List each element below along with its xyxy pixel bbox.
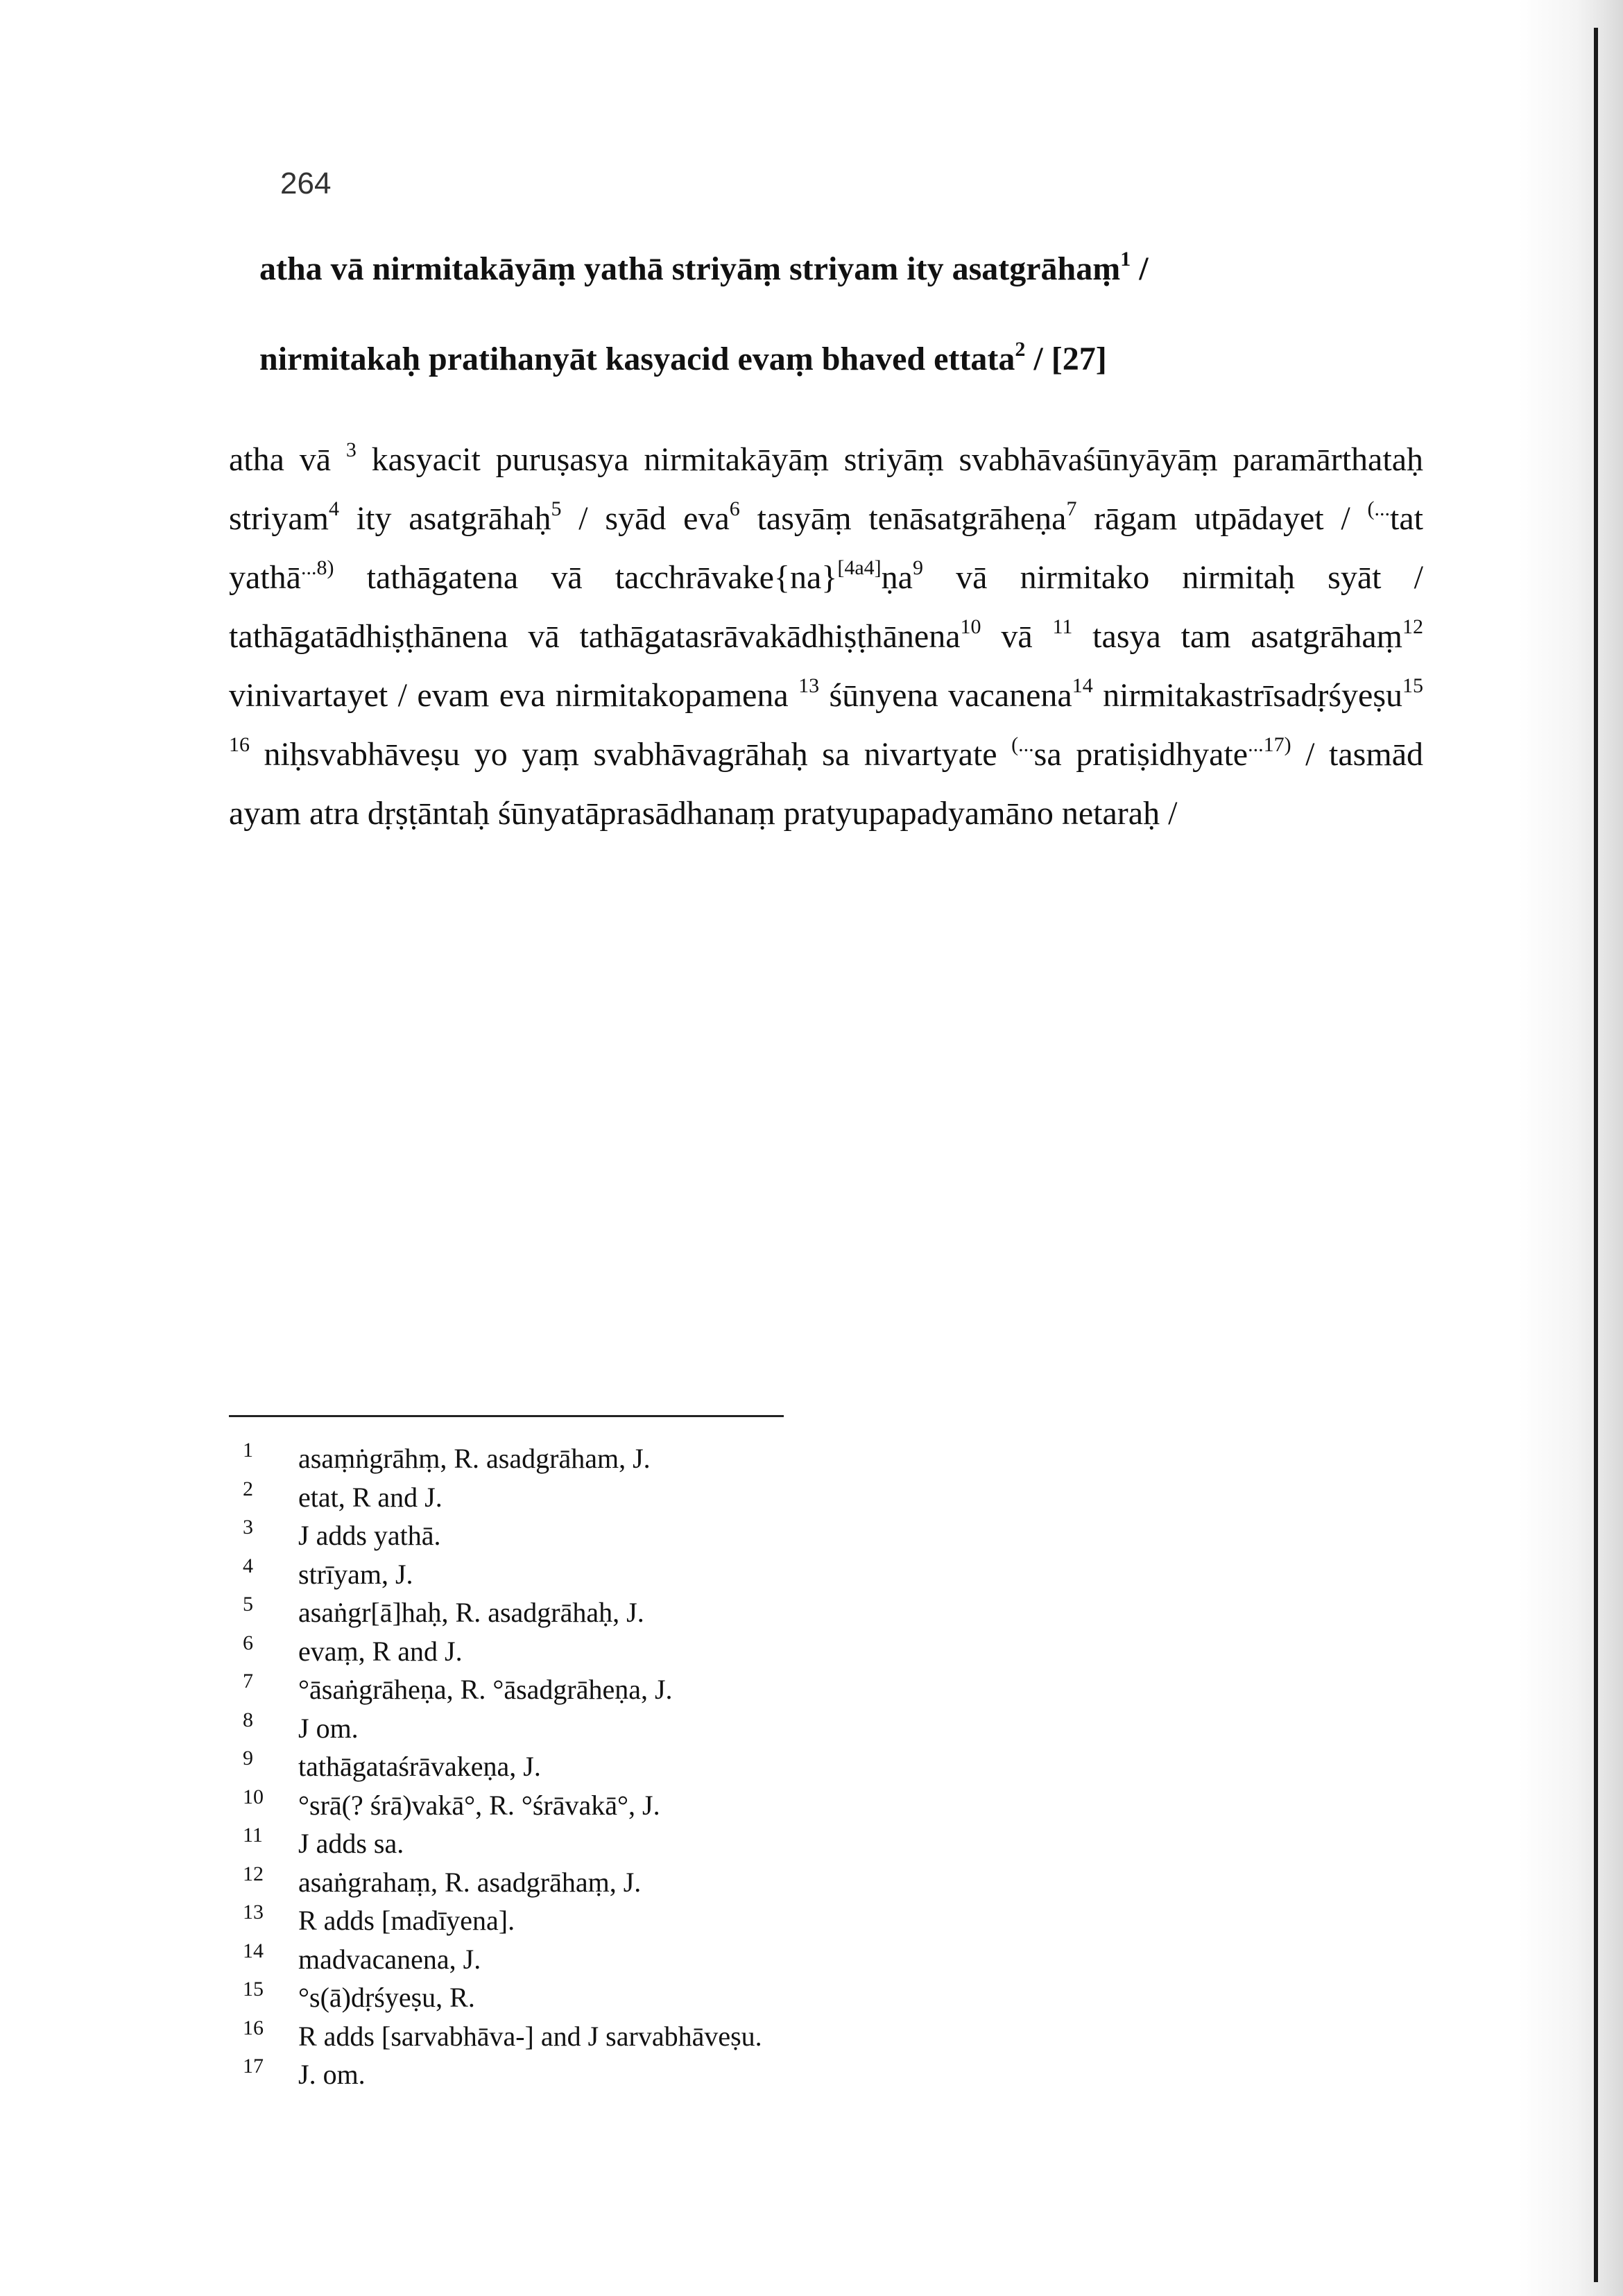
- footnote-text: °srā(? śrā)vakā°, R. °śrāvakā°, J.: [298, 1789, 660, 1821]
- footnote-number: 6: [243, 1631, 253, 1654]
- commentary-text: nirmitakastrīsadṛśyeṣu: [1092, 677, 1403, 714]
- footnote-number: 2: [243, 1477, 253, 1500]
- commentary-text: vā: [981, 618, 1053, 655]
- commentary-text: vinivartayet / evam eva nirmitakopamena: [229, 677, 799, 714]
- commentary-text: kasyacit puruṣasya nirmitakāyāṃ striyāṃ svabhāvaśūnyāyāṃ paramārthataḥ striyam: [229, 441, 1423, 537]
- footnote: [243, 1632, 1283, 1671]
- footnote-number: 14: [243, 1939, 264, 1962]
- footnote-ref: 3: [345, 438, 357, 461]
- footnote-number: 4: [243, 1554, 253, 1577]
- footnote: [243, 1555, 1283, 1594]
- commentary-paragraph: [229, 430, 1423, 843]
- footnote-text: J om.: [298, 1712, 359, 1744]
- footnote-ref: 11: [1052, 615, 1073, 638]
- commentary-text: atha vā: [229, 441, 346, 478]
- commentary-text: tathāgatena vā tacchrāvake{na}: [334, 559, 838, 596]
- footnote-text: J adds sa.: [298, 1828, 404, 1859]
- commentary-text: sa pratiṣidhyate: [1033, 736, 1248, 773]
- footnote-ref-open: (...: [1011, 733, 1034, 756]
- footnote-text: °s(ā)dṛśyeṣu, R.: [298, 1982, 475, 2013]
- footnote-number: 3: [243, 1516, 253, 1539]
- footnote-list: [243, 1439, 1283, 2094]
- commentary-text: rāgam utpādayet /: [1076, 500, 1368, 537]
- footnote-number: 8: [243, 1708, 253, 1731]
- footnote-ref-open: (...: [1367, 497, 1391, 520]
- verse-line-1-end: /: [1131, 250, 1149, 287]
- commentary-text: tasyāṃ tenāsatgrāheṇa: [739, 500, 1067, 537]
- footnote: [243, 1670, 1283, 1709]
- footnote-ref: 1: [1120, 248, 1131, 271]
- footnote-ref: 14: [1072, 674, 1093, 697]
- footnote-number: 5: [243, 1593, 253, 1616]
- footnote-text: R adds [madīyena].: [298, 1905, 515, 1936]
- commentary-text: vā nirmitako nirmitaḥ syāt / tathāgatādhiṣṭhānena vā tathāgatasrāvakādhiṣṭhānena: [229, 559, 1423, 655]
- footnote: [243, 1747, 1283, 1786]
- verse-line-2-end: / [27]: [1025, 341, 1107, 377]
- footnote-ref: 10: [960, 615, 981, 638]
- page-edge-line: [1594, 28, 1598, 2282]
- footnote-ref-close: ...17): [1248, 733, 1291, 756]
- footnote-ref: 2: [1015, 338, 1026, 361]
- footnote-number: 10: [243, 1785, 264, 1808]
- verse-line-2: [259, 340, 1452, 378]
- footnote: [243, 1478, 1283, 1517]
- footnote: [243, 1940, 1283, 1979]
- footnote-ref: 13: [798, 674, 820, 697]
- verse-line-1: [259, 250, 1452, 288]
- footnote-number: 13: [243, 1901, 264, 1924]
- footnote-ref-close: ...8): [300, 556, 334, 579]
- footnote-ref: 9: [912, 556, 923, 579]
- footnote-number: 17: [243, 2055, 264, 2077]
- footnote-text: °āsaṅgrāheṇa, R. °āsadgrāheṇa, J.: [298, 1674, 673, 1705]
- footnote-divider: [229, 1415, 784, 1417]
- footnote-ref: 4: [328, 497, 339, 520]
- commentary-text: tat yathā: [229, 500, 1424, 596]
- footnote-text: asaṅgrahaṃ, R. asadgrāhaṃ, J.: [298, 1866, 642, 1898]
- footnote-text: madvacanena, J.: [298, 1943, 481, 1975]
- footnote-text: R adds [sarvabhāva-] and J sarvabhāveṣu.: [298, 2020, 762, 2052]
- footnote-text: asaṃṅgrāhṃ, R. asadgrāham, J.: [298, 1443, 651, 1474]
- footnote-number: 12: [243, 1862, 264, 1885]
- footnote-text: etat, R and J.: [298, 1481, 443, 1513]
- footnote-text: strīyam, J.: [298, 1558, 413, 1590]
- folio-marker: [4a4]: [837, 556, 882, 579]
- footnote: [243, 1439, 1283, 1478]
- page-edge-shadow: [1519, 0, 1623, 2296]
- footnote: [243, 1593, 1283, 1632]
- commentary-text: śūnyena vacanena: [819, 677, 1072, 714]
- footnote-number: 15: [243, 1978, 264, 2001]
- footnote: [243, 1824, 1283, 1863]
- verse-line-1-text: atha vā nirmitakāyāṃ yathā striyāṃ striyam ity asatgrāhaṃ: [259, 250, 1121, 287]
- footnote-text: J. om.: [298, 2059, 366, 2090]
- footnote-number: 1: [243, 1439, 253, 1462]
- footnote: [243, 1901, 1283, 1940]
- footnote-ref: 5: [551, 497, 562, 520]
- footnote-ref: 12: [1402, 615, 1423, 638]
- footnote: [243, 1516, 1283, 1555]
- commentary-text: / syād eva: [561, 500, 730, 537]
- footnote-text: J adds yathā.: [298, 1520, 441, 1551]
- commentary-text: tasya tam asatgrāhaṃ: [1072, 618, 1402, 655]
- footnote-ref: 6: [729, 497, 740, 520]
- page-number: 264: [280, 166, 332, 200]
- footnote: [243, 1978, 1283, 2017]
- footnote: [243, 1709, 1283, 1748]
- commentary-text: ity asatgrāhaḥ: [338, 500, 551, 537]
- footnote: [243, 2017, 1283, 2056]
- commentary-text: / tasmād ayam atra dṛṣṭāntaḥ śūnyatāprasādhanaṃ pratyupapadyamāno netaraḥ /: [229, 736, 1423, 832]
- footnote-text: asaṅgr[ā]haḥ, R. asadgrāhaḥ, J.: [298, 1597, 644, 1628]
- commentary-text: niḥsvabhāveṣu yo yaṃ svabhāvagrāhaḥ sa nivartyate: [250, 736, 1012, 773]
- footnote-ref: 7: [1066, 497, 1077, 520]
- footnote: [243, 1863, 1283, 1902]
- verse-line-2-text: nirmitakaḥ pratihanyāt kasyacid evaṃ bhaved ettata: [259, 341, 1015, 377]
- footnote-number: 9: [243, 1747, 253, 1770]
- footnote: [243, 2055, 1283, 2094]
- footnote-text: evaṃ, R and J.: [298, 1635, 463, 1667]
- footnote-ref: 15: [1402, 674, 1424, 697]
- footnote: [243, 1786, 1283, 1825]
- footnote-ref: 16: [229, 733, 250, 756]
- footnote-number: 7: [243, 1670, 253, 1693]
- footnote-number: 11: [243, 1824, 263, 1847]
- footnote-text: tathāgataśrāvakeṇa, J.: [298, 1751, 541, 1782]
- footnote-number: 16: [243, 2016, 264, 2039]
- commentary-text: ṇa: [881, 559, 913, 596]
